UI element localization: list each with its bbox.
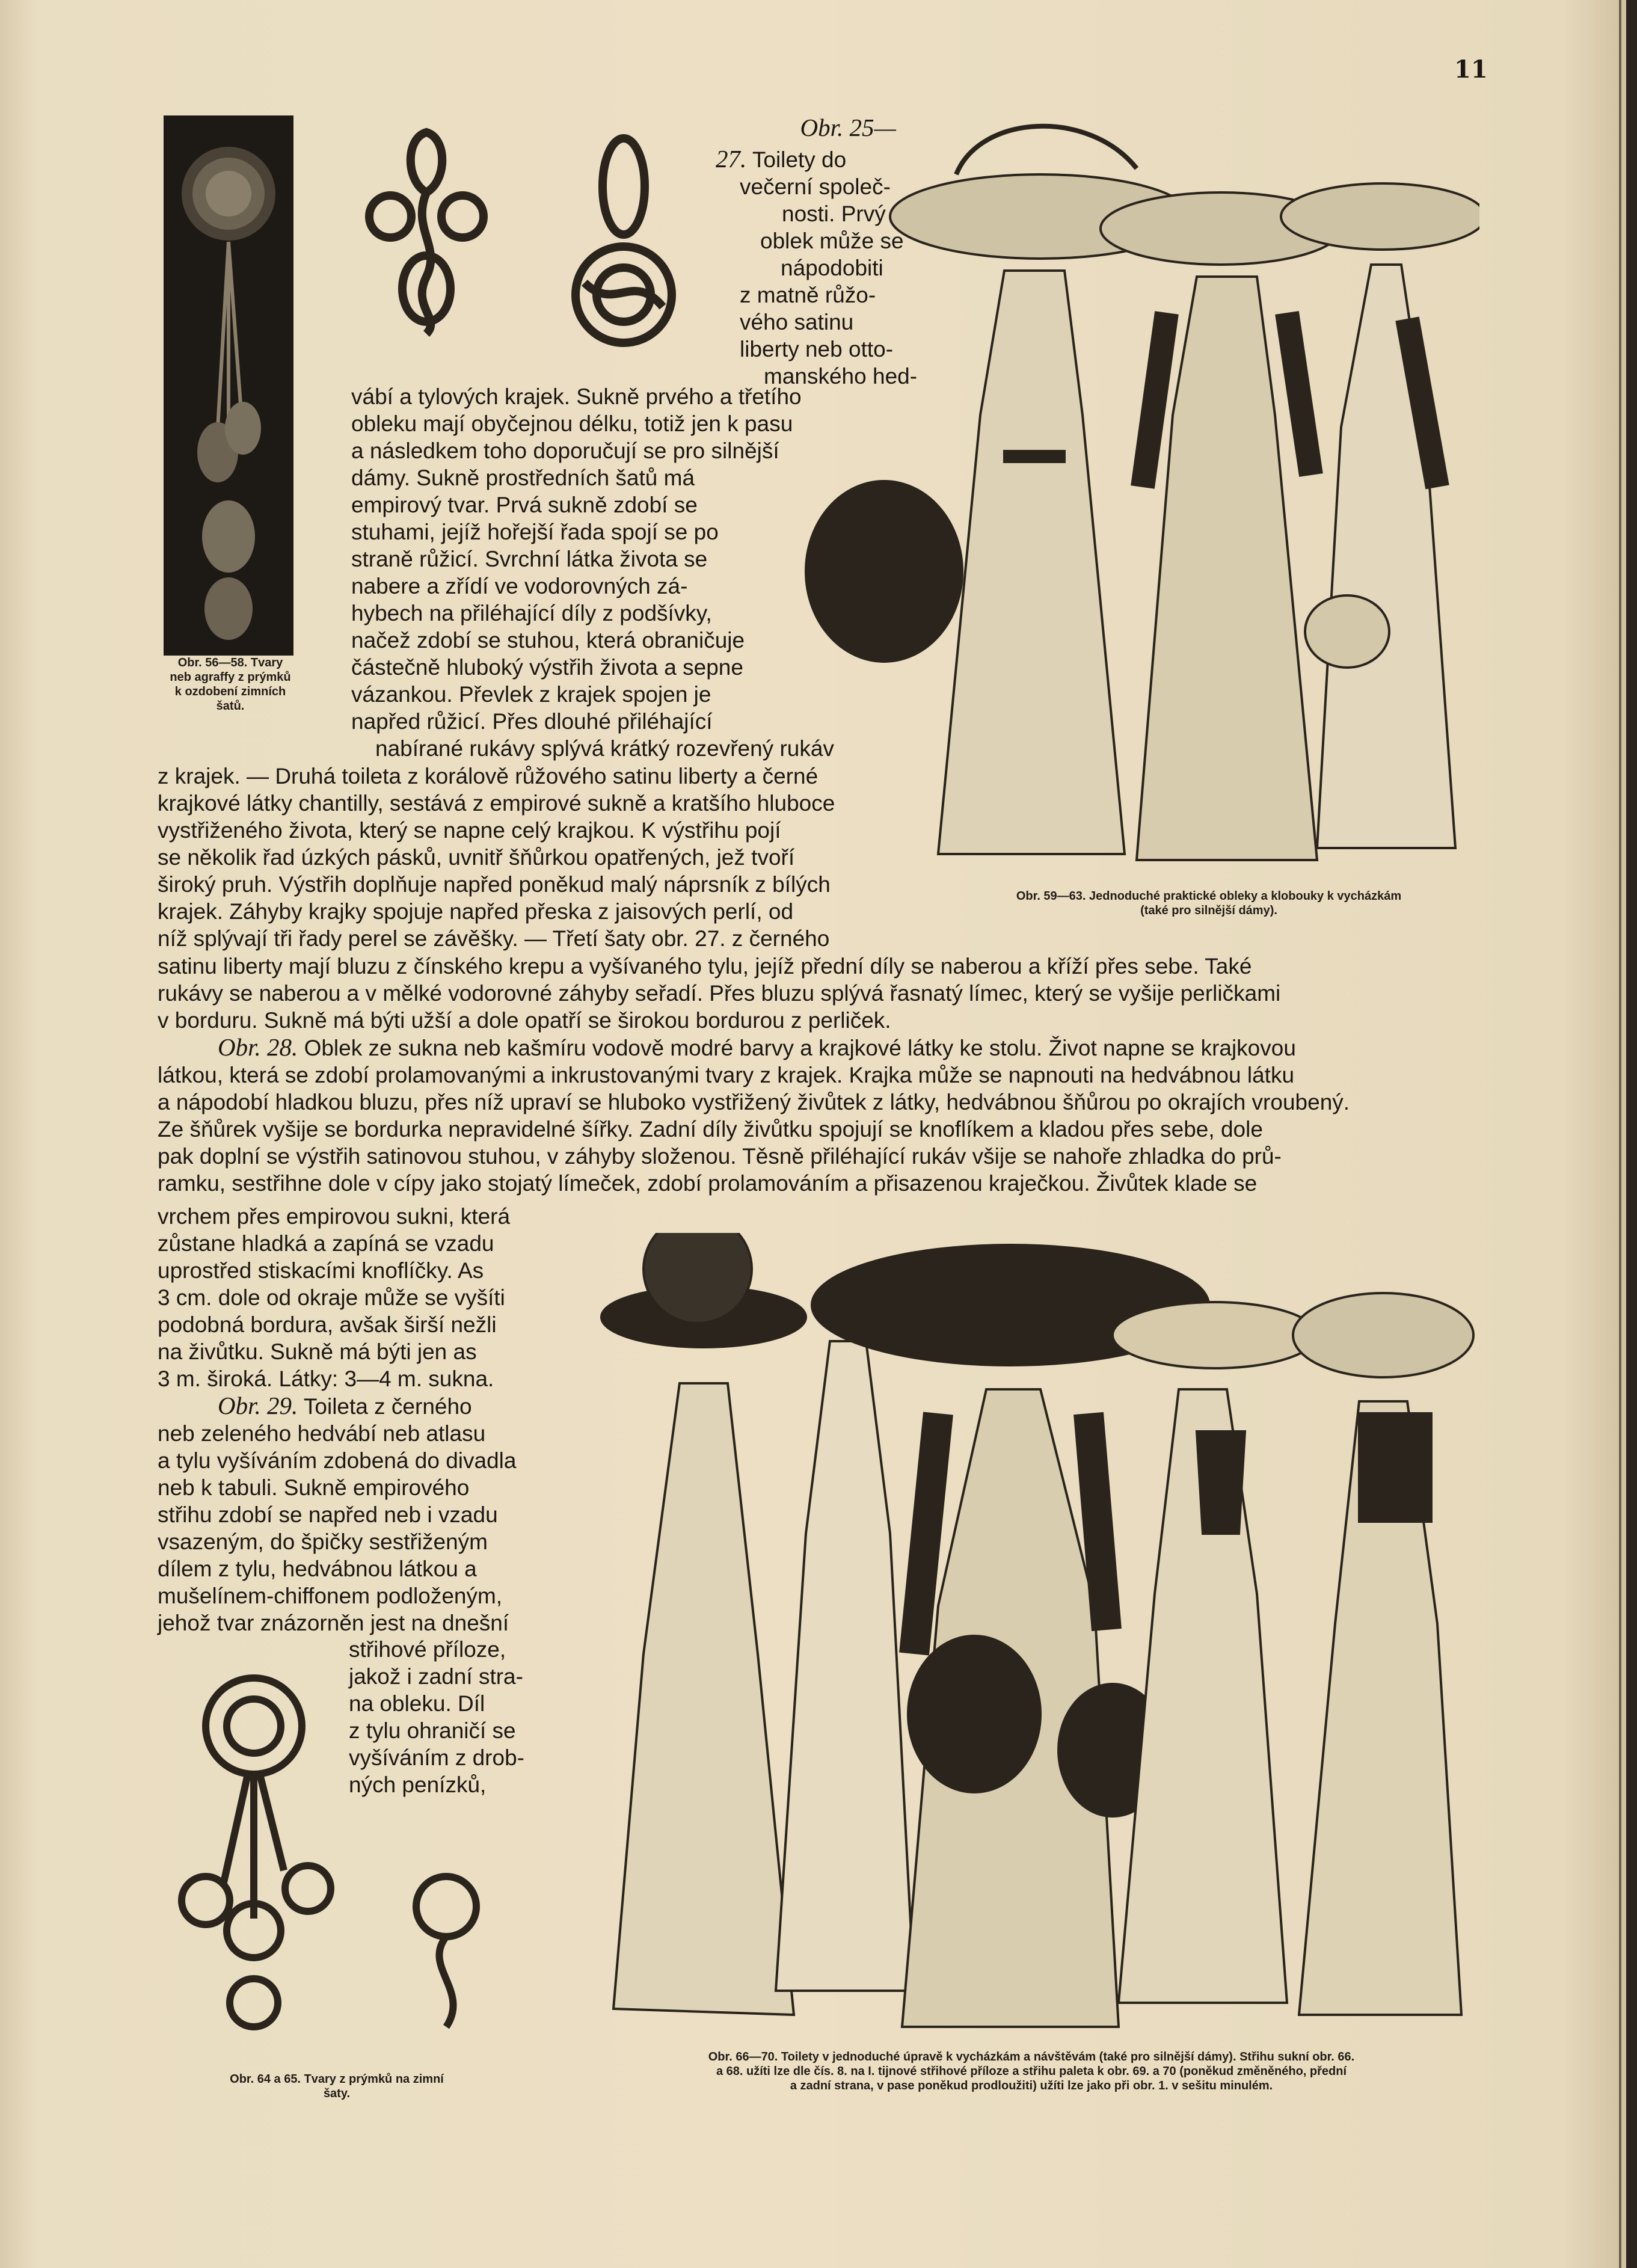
- figure-57-frog-ornament: [363, 126, 490, 337]
- obr-25-27-column: 27. Toilety do večerní společ- nosti. Prvý oblek může se nápodobiti z matně růžo- vého satinu liberty neb otto- manského hed-: [716, 145, 918, 389]
- caption-64-65: Obr. 64 a 65. Tvary z prýmků na zimní šaty.: [230, 2073, 444, 2100]
- body-text-obr-28: Obr. 28. Oblek ze sukna neb kašmíru vodově modré barvy a krajkové látky ke stolu. Život napne se krajkovou látkou, která se zdobí prolamovanými a inkrustovanými tvary z krajek. Krajka může se napnouti na hedvábnou látku a nápodobí hladkou bluzu, přes níž upraví se hluboko vystřižený živůtek z látky, hedvábnou šňůrou po okrajích vroubený. Ze šňůrek vyšije se bordurka nepravidelné šířky. Zadní díly živůtku spojují se knoflíkem a kladou přes sebe, dole pak doplní se výstřih satinovou stuhou, v záhyby složenou. Těsně přiléhající rukáv všije se nahoře zhladka do prů- ramku, sestřihne dole v cípy jako stojatý límeček, zdobí prolamováním a přisazenou kraječkou. Živůtek klade se: [158, 1033, 1350, 1196]
- figure-58-frog-ornament: [567, 132, 681, 349]
- page-number: 11: [1454, 55, 1488, 84]
- body-text-1: vábí a tylových krajek. Sukně prvého a třetího obleku mají obyčejnou délku, totiž jen k pasu a následkem toho doporučují se pro silnější dámy. Sukně prostředních šatů má empirový tvar. Prvá sukně zdobí se stuhami, jejíž hořejší řada spojí se po straně růžicí. Svrchní látka života se nabere a zřídí ve vodorovných zá- hybech na přiléhající díly z podšívky, načež zdobí se stuhou, která obraničuje částečně hluboký výstřih života a sepne vázankou. Převlek z krajek spojen je napřed růžicí. Přes dlouhé přiléhající nabírané rukávy splývá krátký rozevřený rukáv: [351, 384, 834, 761]
- page-edge-line: [1619, 0, 1621, 2268]
- page-edge-shadow: [1626, 0, 1637, 2268]
- figure-66-70-visiting-toilets: [577, 1233, 1479, 2039]
- caption-66-70: Obr. 66—70. Toilety v jednoduché úpravě k vycházkám a návštěvám (také pro silnější dámy). Střihu sukní obr. 66. a 68. užíti lze dle čís. 8. na I. tiјnové střihové příloze a střihu paleta k obr. 69. a 70 (poněkud změněného, přední a zadní strana, v pase poněkud prodloužiti) užíti lze jako při obr. 1. v sešitu minulém.: [708, 2050, 1355, 2092]
- body-text-3: satinu liberty mají bluzu z čínského krepu a vyšívaného tylu, jejíž přední díly se naberou a kříží přes sebe. Také rukávy se naberou a v mělké vodorovné záhyby seřadí. Přes bluzu splývá řasnatý límec, který se vyšije perličkami v borduru. Sukně má býti užší a dole opatří se širokou bordurou z perliček.: [158, 954, 1281, 1033]
- caption-56-58: Obr. 56—58. Tvary neb agraffy z prýmků k ozdobení zimních šatů.: [170, 656, 291, 713]
- body-text-obr-29: Obr. 29. Toileta z černého neb zeleného hedvábí neb atlasu a tylu vyšíváním zdobená do divadla neb k tabuli. Sukně empirového střihu zdobí se napřed neb i vzadu vsazeným, do špičky sestřiženým dílem z tylu, hedvábnou látkou a mušelínem-chiffonem podloženým, jehož tvar znázorněn jest na dnešní: [158, 1392, 517, 1635]
- body-text-2: z krajek. — Druhá toileta z korálově růžového satinu liberty a černé krajkové látky chantilly, sestává z empirové sukně a kratšího hluboce vystřiženého života, který se napne celý krajkou. K výstřihu pojí se několik řad úzkých pásků, uvnitř šňůrkou opatřených, jež tvoří široký pruh. Výstřih doplňuje napřed poněkud malý náprsník z bílých krajek. Záhyby krajky spojuje napřed přeska z jaisových perlí, od níž splývají tři řady perel se závěšky. — Třetí šaty obr. 27. z černého: [158, 764, 835, 951]
- obr-25-27-heading: Obr. 25—: [800, 114, 896, 141]
- figure-64-65-frogs: [170, 1666, 506, 2051]
- body-text-5: vrchem přes empirovou sukni, která zůstane hladká a zapíná se vzadu uprostřed stiskacími knoflíčky. As 3 cm. dole od okraje může se vyšíti podobná bordura, avšak širší nežli na živůtku. Sukně má býti jen as 3 m. široká. Látky: 3—4 m. sukna.: [158, 1204, 511, 1391]
- figure-56-agraffe-photo: [164, 115, 293, 656]
- body-text-7: střihové příloze, jakož i zadní stra- na obleku. Díl z tylu ohraničí se vyšíváním z drob- ných penízků,: [349, 1637, 524, 1797]
- caption-59-63: Obr. 59—63. Jednoduché praktické obleky a klobouky k vycházkám (také pro silnější dámy).: [1016, 890, 1402, 917]
